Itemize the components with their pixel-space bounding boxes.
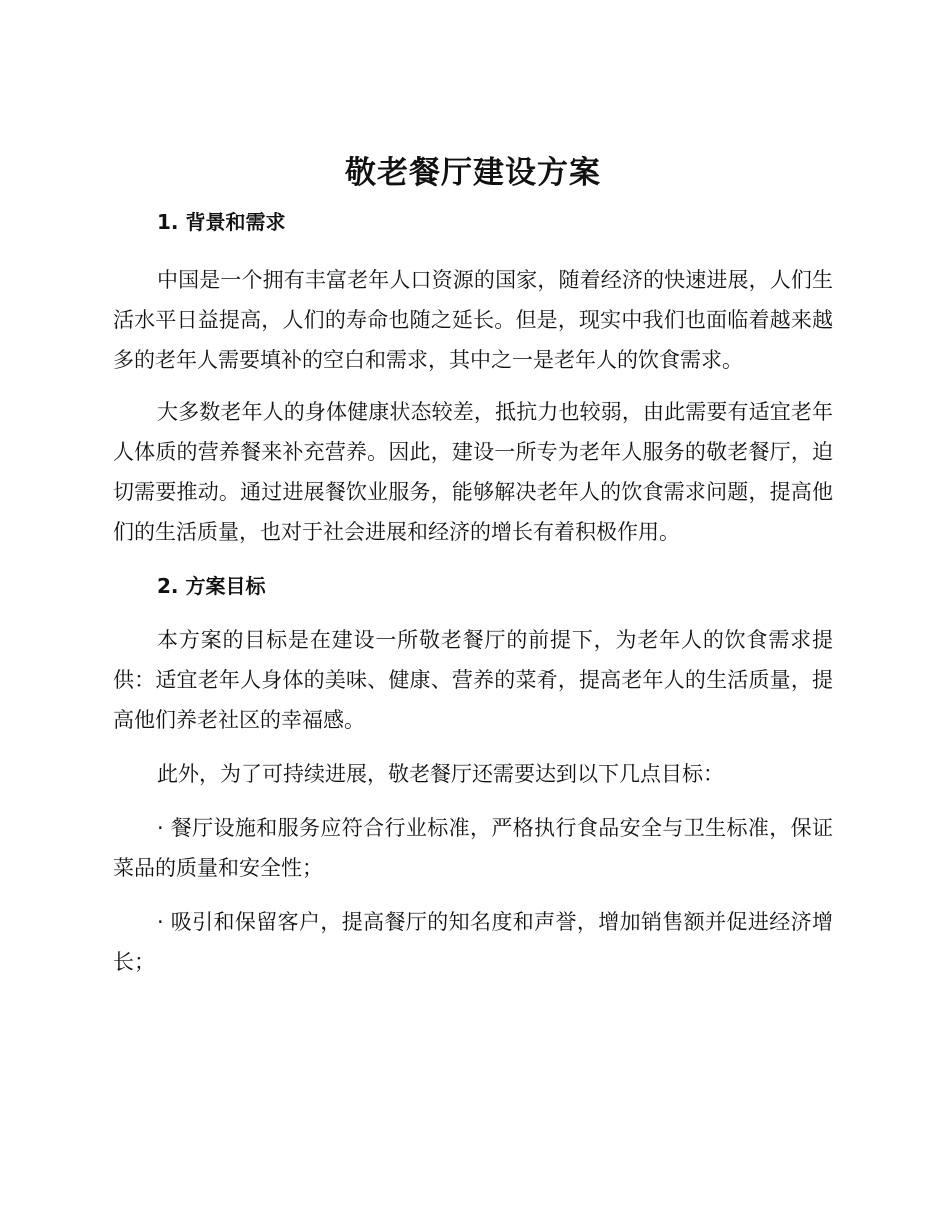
paragraph: 本方案的目标是在建设一所敬老餐厅的前提下，为老年人的饮食需求提供：适宜老年人身体的美味、健康、营养的菜肴，提高老年人的生活质量，提高他们养老社区的幸福感。 xyxy=(113,628,833,732)
bullet-item: · 吸引和保留客户，提高餐厅的知名度和声誉，增加销售额并促进经济增长； xyxy=(113,910,833,974)
bullet-item: · 餐厅设施和服务应符合行业标准，严格执行食品安全与卫生标准，保证菜品的质量和安全性； xyxy=(113,816,833,880)
document-title: 敬老餐厅建设方案 xyxy=(345,155,601,191)
section-heading-goals: 2. 方案目标 xyxy=(157,574,266,598)
paragraph: 此外，为了可持续进展，敬老餐厅还需要达到以下几点目标： xyxy=(157,762,724,786)
document-page xyxy=(113,150,833,982)
paragraph: 大多数老年人的身体健康状态较差，抵抗力也较弱，由此需要有适宜老年人体质的营养餐来补充营养。因此，建设一所专为老年人服务的敬老餐厅，迫切需要推动。通过进展餐饮业服务，能够解决老年人的饮食需求问题，提高他们的生活质量，也对于社会进展和经济的增长有着积极作用。 xyxy=(113,400,833,544)
section-heading-background: 1. 背景和需求 xyxy=(157,210,286,234)
paragraph: 中国是一个拥有丰富老年人口资源的国家，随着经济的快速进展，人们生活水平日益提高，人们的寿命也随之延长。但是，现实中我们也面临着越来越多的老年人需要填补的空白和需求，其中之一是老年人的饮食需求。 xyxy=(113,268,833,372)
